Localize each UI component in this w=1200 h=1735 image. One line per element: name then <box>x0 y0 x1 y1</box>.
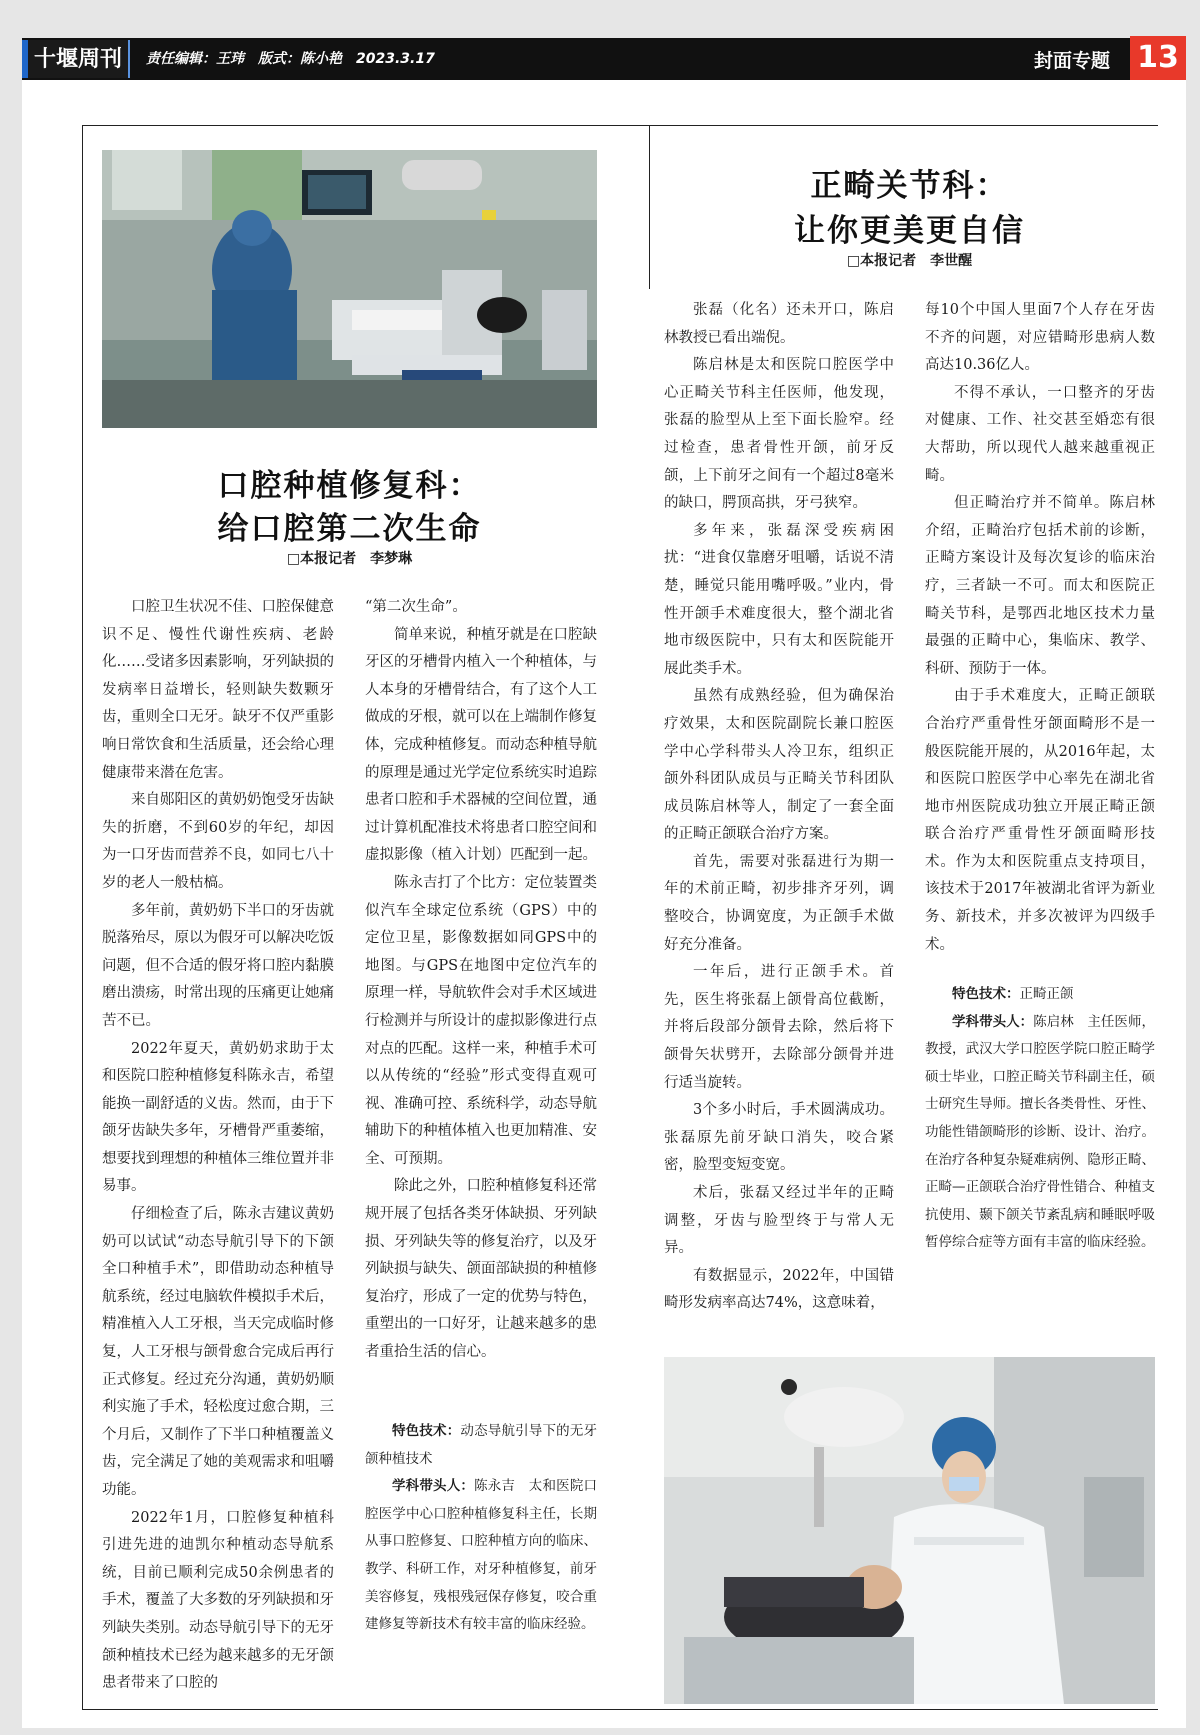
article2-feature-box <box>925 981 1155 1257</box>
editor-line: 责任编辑：王玮 版式：陈小艳 2023.3.17 <box>146 51 435 67</box>
article2-column-1 <box>664 297 894 1318</box>
article1-feature-box <box>365 1418 597 1639</box>
paragraph: 每10个中国人里面7个人存在牙齿不齐的问题，对应错畸形患病人数高达10.36亿人。 <box>925 302 1155 374</box>
photo-dental-implant-surgery <box>102 150 597 428</box>
paragraph: 口腔卫生状况不佳、口腔保健意识不足、慢性代谢性疾病、老龄化……受诸多因素影响，牙列缺损的发病率日益增长，轻则缺失数颗牙齿，重则全口无牙。缺牙不仅严重影响日常饮食和生活质量，还会给心理健康带来潜在危害。 <box>102 599 334 781</box>
feature-value: 动态导航引导下的无牙颌种植技术 <box>365 1423 598 1467</box>
leader-label: 学科带头人： <box>952 1013 1034 1030</box>
headline-article1-line2: 给口腔第二次生命 <box>217 511 482 547</box>
byline-article1: □本报记者 李梦琳 <box>286 551 413 567</box>
paragraph: “第二次生命”。 <box>365 599 467 615</box>
paragraph: 来自郧阳区的黄奶奶饱受牙齿缺失的折磨，不到60岁的年纪，却因为一口牙齿而营养不良，如同七八十岁的老人一般枯槁。 <box>102 792 334 891</box>
article1-column-1 <box>102 594 334 1698</box>
paragraph: 虽然有成熟经验，但为确保治疗效果，太和医院副院长兼口腔医学中心学科带头人冷卫东，组织正颌外科团队成员与正畸关节科团队成员陈启林等人，制定了一套全面的正畸正颌联合治疗方案。 <box>664 688 894 843</box>
paragraph: 陈永吉打了个比方：定位装置类似汽车全球定位系统（GPS）中的定位卫星，影像数据如同GPS中的地图。与GPS在地图中定位汽车的原理一样，导航软件会对手术区域进行检测并与所设计的虚拟影像进行点对点的匹配。这样一来，种植手术可以从传统的“经验”形式变得直观可视、准确可控、系统科学，动态导航辅助下的种植体植入也更加精准、安全、可预期。 <box>365 874 597 1167</box>
paragraph: 陈启林是太和医院口腔医学中心正畸关节科主任医师，他发现，张磊的脸型从上至下面长脸窄。经过检查，患者骨性开颌，前牙反颌，上下前牙之间有一个超过8毫米的缺口，腭顶高拱，牙弓狭窄。 <box>664 357 894 512</box>
headline-article2-line2: 让你更美更自信 <box>794 213 1025 249</box>
paragraph: 3个多小时后，手术圆满成功。张磊原先前牙缺口消失，咬合紧密，脸型变短变宽。 <box>664 1102 894 1174</box>
paragraph: 术后，张磊又经过半年的正畸调整，牙齿与脸型终于与常人无异。 <box>664 1185 894 1257</box>
byline-article2: □本报记者 李世醒 <box>846 253 973 269</box>
feature-label: 特色技术： <box>392 1423 461 1439</box>
paragraph: 有数据显示，2022年，中国错畸形发病率高达74%，这意味着， <box>664 1267 894 1312</box>
leader-label: 学科带头人： <box>392 1478 475 1495</box>
article2-column-2 <box>925 297 1155 959</box>
paragraph: 仔细检查了后，陈永吉建议黄奶奶可以试试“动态导航引导下的下颌全口种植手术”，即借助动态种植导航系统，经过电脑软件模拟手术后，精准植入人工牙根，当天完成临时修复，人工牙根与颌骨愈合完成后再行正式修复。经过充分沟通，黄奶奶顺利实施了手术，轻松度过愈合期，三个月后，又制作了下半口种植覆盖义齿，完全满足了她的美观需求和咀嚼功能。 <box>102 1206 334 1498</box>
feature-label: 特色技术： <box>952 986 1020 1002</box>
headline-article2-line1: 正畸关节科： <box>810 168 1009 204</box>
leader-value: 陈永吉 太和医院口腔医学中心口腔种植修复科主任，长期从事口腔修复、口腔种植方向的临床、教学、科研工作，对牙种植修复，前牙美容修复，残根残冠保存修复，咬合重建修复等新技术有较丰富的临床经验。 <box>365 1478 598 1633</box>
paragraph: 不得不承认，一口整齐的牙齿对健康、工作、社交甚至婚恋有很大帮助，所以现代人越来越重视正畸。 <box>925 384 1155 484</box>
paragraph: 首先，需要对张磊进行为期一年的术前正畸，初步排齐牙列，调整咬合，协调宽度，为正颌手术做好充分准备。 <box>664 853 894 953</box>
section-label: 封面专题 <box>1034 50 1111 72</box>
brand-logo: 十堰周刊 <box>22 40 130 78</box>
photo-dentist-examining-patient <box>664 1357 1155 1704</box>
paragraph: 张磊（化名）还未开口，陈启林教授已看出端倪。 <box>664 302 894 346</box>
paragraph: 多年来，张磊深受疾病困扰：“进食仅靠磨牙咀嚼，话说不清楚，睡觉只能用嘴呼吸。”业内，骨性开颌手术难度很大，整个湖北省地市级医院中，只有太和医院能开展此类手术。 <box>664 522 894 677</box>
paragraph: 2022年1月，口腔修复种植科引进先进的迪凯尔种植动态导航系统，目前已顺利完成50余例患者的手术，覆盖了大多数的牙列缺损和牙列缺失类别。动态导航引导下的无牙颌种植技术已经为越来越多的无牙颌患者带来了口腔的 <box>102 1509 334 1692</box>
paragraph: 但正畸治疗并不简单。陈启林介绍，正畸治疗包括术前的诊断，正畸方案设计及每次复诊的临床治疗，三者缺一不可。而太和医院正畸关节科，是鄂西北地区技术力量最强的正畸中心，集临床、教学、科研、预防于一体。 <box>925 495 1155 677</box>
paragraph: 一年后，进行正颌手术。首先，医生将张磊上颌骨高位截断，并将后段部分颌骨去除，然后将下颌骨矢状劈开，去除部分颌骨并进行适当旋转。 <box>664 964 894 1091</box>
paragraph: 由于手术难度大，正畸正颌联合治疗严重骨性牙颌面畸形不是一般医院能开展的，从2016年起，太和医院口腔医学中心率先在湖北省地市州医院成功独立开展正畸正颌联合治疗严重骨性牙颌面畸形技术。作为太和医院重点支持项目，该技术于2017年被湖北省评为新业务、新技术，并多次被评为四级手术。 <box>925 688 1155 953</box>
page-number: 13 <box>1130 36 1186 80</box>
column-divider <box>649 125 650 289</box>
paragraph: 多年前，黄奶奶下半口的牙齿就脱落殆尽，原以为假牙可以解决吃饭问题，但不合适的假牙将口腔内黏膜磨出溃疡，时常出现的压痛更让她痛苦不已。 <box>102 902 334 1029</box>
headline-article1-line1: 口腔种植修复科： <box>217 468 482 504</box>
paragraph: 简单来说，种植牙就是在口腔缺牙区的牙槽骨内植入一个种植体，与人本身的牙槽骨结合，有了这个人工做成的牙根，就可以在上端制作修复体，完成种植修复。而动态种植导航的原理是通过光学定位系统实时追踪患者口腔和手术器械的空间位置，通过计算机配准技术将患者口腔空间和虚拟影像（植入计划）匹配到一起。 <box>365 626 597 864</box>
leader-value: 陈启林 主任医师，教授，武汉大学口腔医学院口腔正畸学硕士毕业，口腔正畸关节科副主任，硕士研究生导师。擅长各类骨性、牙性、功能性错颌畸形的诊断、设计、治疗。在治疗各种复杂疑难病例、隐形正畸、正畸—正颌联合治疗骨性错合、种植支抗使用、颞下颌关节紊乱病和睡眠呼吸暂停综合症等方面有丰富的临床经验。 <box>925 1013 1156 1251</box>
feature-value: 正畸正颌 <box>1019 986 1074 1002</box>
paragraph: 除此之外，口腔种植修复科还常规开展了包括各类牙体缺损、牙列缺损、牙列缺失等的修复治疗，以及牙列缺损与缺失、颌面部缺损的种植修复治疗，形成了一定的优势与特色，重塑出的一口好牙，让越来越多的患者重拾生活的信心。 <box>365 1178 597 1361</box>
article1-column-2 <box>365 594 597 1367</box>
paragraph: 2022年夏天，黄奶奶求助于太和医院口腔种植修复科陈永吉，希望能换一副舒适的义齿。然而，由于下颌牙齿缺失多年，牙槽骨严重萎缩，想要找到理想的种植体三维位置并非易事。 <box>102 1040 334 1195</box>
